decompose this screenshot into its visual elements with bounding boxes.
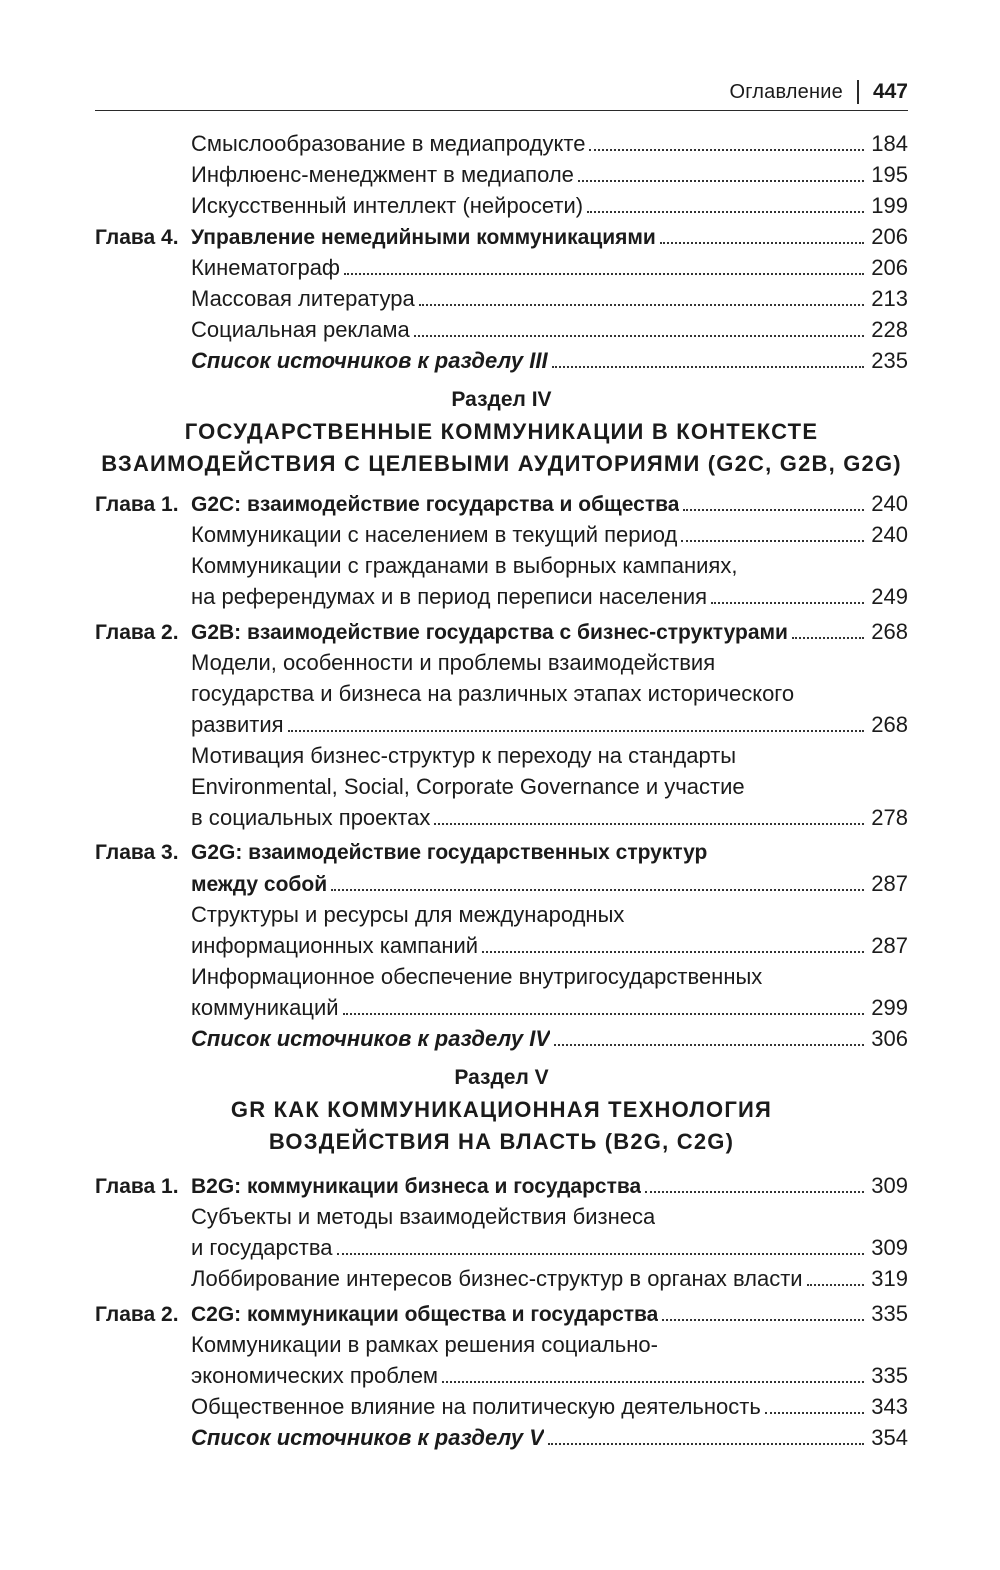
toc-entry-page: 206 — [871, 255, 908, 280]
toc-entry-line[interactable] — [95, 771, 908, 802]
chapter-label: Глава 3. — [95, 841, 179, 864]
leader-dots — [442, 1380, 864, 1383]
toc-chapter[interactable] — [95, 1170, 908, 1201]
toc-entry-page: 184 — [871, 131, 908, 156]
leader-dots — [343, 1012, 864, 1015]
chapter-label: Глава 2. — [95, 1303, 179, 1326]
page-number: 447 — [872, 80, 908, 103]
leader-dots — [434, 822, 864, 825]
toc-entry[interactable] — [95, 159, 908, 190]
sources-page: 306 — [871, 1026, 908, 1051]
chapter-label: Глава 2. — [95, 621, 179, 644]
leader-dots — [792, 636, 864, 639]
chapter-label: Глава 1. — [95, 493, 179, 516]
toc-entry-page: 199 — [871, 193, 908, 218]
toc-entry-line[interactable] — [95, 678, 908, 709]
toc-entry-title: Субъекты и методы взаимодействия бизнеса — [191, 1204, 656, 1229]
section-title-line: ГОСУДАРСТВЕННЫЕ КОММУНИКАЦИИ В КОНТЕКСТЕ — [184, 419, 819, 444]
toc-entry-page: 240 — [871, 522, 908, 547]
toc-entry-page: 268 — [871, 712, 908, 737]
toc-entry-line[interactable] — [95, 1329, 908, 1360]
toc-entry[interactable] — [95, 1360, 908, 1391]
toc-entry-title: государства и бизнеса на различных этапах исторического — [191, 681, 795, 706]
leader-dots — [681, 539, 864, 542]
toc-chapter[interactable] — [95, 1298, 908, 1329]
leader-dots — [482, 950, 864, 953]
toc-entry-title: Коммуникации с гражданами в выборных кампаниях, — [191, 553, 738, 578]
table-of-contents — [95, 128, 908, 1453]
section-label: Раздел IV — [451, 388, 552, 411]
leader-dots — [660, 241, 864, 244]
toc-chapter[interactable] — [95, 868, 908, 899]
toc-entry-title: Лоббирование интересов бизнес-структур в органах власти — [191, 1266, 803, 1291]
toc-entry-page: 287 — [871, 933, 908, 958]
section-heading — [95, 1062, 908, 1158]
toc-entry[interactable] — [95, 1391, 908, 1422]
running-head — [729, 80, 908, 104]
toc-entry-title: коммуникаций — [191, 995, 339, 1020]
chapter-page: 287 — [871, 871, 908, 896]
chapter-title: G2C: взаимодействие государства и общества — [191, 493, 680, 516]
toc-entry-page: 319 — [871, 1266, 908, 1291]
toc-entry-title: Environmental, Social, Corporate Governance и участие — [191, 774, 745, 799]
toc-entry-title: Массовая литература — [191, 286, 415, 311]
toc-entry-title: экономических проблем — [191, 1363, 439, 1388]
chapter-title: C2G: коммуникации общества и государства — [191, 1303, 659, 1326]
toc-entry-line[interactable] — [95, 961, 908, 992]
toc-sources[interactable] — [95, 1422, 908, 1453]
leader-dots — [331, 888, 864, 891]
leader-dots — [554, 1043, 864, 1046]
section-title-line: ВЗАИМОДЕЙСТВИЯ С ЦЕЛЕВЫМИ АУДИТОРИЯМИ (G2C, G2B, G2G) — [101, 451, 902, 476]
toc-entry[interactable] — [95, 283, 908, 314]
toc-entry-title: Структуры и ресурсы для международных — [191, 902, 625, 927]
section-title-line: GR КАК КОММУНИКАЦИОННАЯ ТЕХНОЛОГИЯ — [230, 1097, 773, 1122]
toc-entry-page: 343 — [871, 1394, 908, 1419]
leader-dots — [344, 272, 864, 275]
toc-entry-title: информационных кампаний — [191, 933, 479, 958]
chapter-title: между собой — [191, 873, 328, 896]
toc-entry-title: Модели, особенности и проблемы взаимодействия — [191, 650, 716, 675]
leader-dots — [807, 1283, 864, 1286]
toc-entry-title: Социальная реклама — [191, 317, 410, 342]
sources-title: Список источников к разделу V — [191, 1425, 544, 1450]
toc-entry-title: Мотивация бизнес-структур к переходу на стандарты — [191, 743, 737, 768]
running-head-separator — [857, 80, 859, 104]
sources-title: Список источников к разделу IV — [191, 1026, 551, 1051]
chapter-page: 240 — [871, 491, 908, 516]
leader-dots — [683, 508, 864, 511]
toc-entry-page: 309 — [871, 1235, 908, 1260]
toc-entry[interactable] — [95, 1263, 908, 1294]
toc-entry[interactable] — [95, 190, 908, 221]
toc-sources[interactable] — [95, 1023, 908, 1054]
toc-entry-title: Смыслообразование в медиапродукте — [191, 131, 586, 156]
toc-entry-line[interactable] — [95, 550, 908, 581]
toc-sources[interactable] — [95, 345, 908, 376]
toc-entry[interactable] — [95, 709, 908, 740]
leader-dots — [645, 1190, 864, 1193]
toc-entry-title: Общественное влияние на политическую деятельность — [191, 1394, 761, 1419]
toc-entry[interactable] — [95, 252, 908, 283]
chapter-title: G2G: взаимодействие государственных структур — [191, 841, 708, 864]
toc-entry[interactable] — [95, 128, 908, 159]
chapter-title: G2B: взаимодействие государства с бизнес-структурами — [191, 621, 788, 644]
leader-dots — [419, 303, 864, 306]
toc-entry[interactable] — [95, 1232, 908, 1263]
leader-dots — [765, 1411, 864, 1414]
toc-entry-title: Коммуникации с населением в текущий период — [191, 522, 678, 547]
toc-entry-title: Искусственный интеллект (нейросети) — [191, 193, 584, 218]
toc-entry-title: в социальных проектах — [191, 805, 431, 830]
toc-entry-title: Коммуникации в рамках решения социально- — [191, 1332, 658, 1357]
chapter-page: 309 — [871, 1173, 908, 1198]
leader-dots — [288, 729, 864, 732]
chapter-title: B2G: коммуникации бизнеса и государства — [191, 1175, 642, 1198]
chapter-title: Управление немедийными коммуникациями — [191, 226, 656, 249]
toc-entry-line[interactable] — [95, 647, 908, 678]
leader-dots — [548, 1442, 864, 1445]
toc-entry-page: 278 — [871, 805, 908, 830]
leader-dots — [662, 1318, 864, 1321]
toc-chapter[interactable] — [95, 221, 908, 252]
toc-entry-line[interactable] — [95, 899, 908, 930]
chapter-label: Глава 4. — [95, 226, 179, 249]
section-heading — [95, 384, 908, 480]
toc-chapter-line[interactable] — [95, 837, 908, 868]
running-head-title: Оглавление — [729, 80, 843, 103]
toc-entry-page: 299 — [871, 995, 908, 1020]
toc-entry-page: 228 — [871, 317, 908, 342]
toc-entry[interactable] — [95, 930, 908, 961]
chapter-label: Глава 1. — [95, 1175, 179, 1198]
toc-chapter[interactable] — [95, 488, 908, 519]
toc-entry-title: на референдумах и в период переписи населения — [191, 584, 708, 609]
chapter-page: 335 — [871, 1301, 908, 1326]
chapter-page: 206 — [871, 224, 908, 249]
toc-entry-title: Инфлюенс-менеджмент в медиаполе — [191, 162, 574, 187]
section-title-line: ВОЗДЕЙСТВИЯ НА ВЛАСТЬ (B2G, C2G) — [268, 1129, 735, 1154]
chapter-page: 268 — [871, 619, 908, 644]
toc-entry-title: Информационное обеспечение внутригосударственных — [191, 964, 763, 989]
toc-entry-line[interactable] — [95, 1201, 908, 1232]
toc-entry[interactable] — [95, 314, 908, 345]
sources-title: Список источников к разделу III — [191, 348, 548, 373]
sources-page: 235 — [871, 348, 908, 373]
leader-dots — [589, 148, 864, 151]
leader-dots — [414, 334, 864, 337]
toc-entry[interactable] — [95, 992, 908, 1023]
leader-dots — [578, 179, 864, 182]
leader-dots — [337, 1252, 864, 1255]
toc-entry-page: 249 — [871, 584, 908, 609]
toc-entry[interactable] — [95, 519, 908, 550]
toc-entry-title: развития — [191, 712, 284, 737]
toc-entry-page: 195 — [871, 162, 908, 187]
toc-entry[interactable] — [95, 802, 908, 833]
toc-entry-title: и государства — [191, 1235, 333, 1260]
toc-entry-line[interactable] — [95, 740, 908, 771]
leader-dots — [711, 601, 864, 604]
toc-chapter[interactable] — [95, 616, 908, 647]
leader-dots — [552, 365, 864, 368]
leader-dots — [587, 210, 864, 213]
toc-entry-page: 213 — [871, 286, 908, 311]
toc-entry-page: 335 — [871, 1363, 908, 1388]
toc-entry-title: Кинематограф — [191, 255, 341, 280]
sources-page: 354 — [871, 1425, 908, 1450]
running-header — [95, 78, 908, 111]
section-label: Раздел V — [454, 1066, 549, 1089]
toc-entry[interactable] — [95, 581, 908, 612]
